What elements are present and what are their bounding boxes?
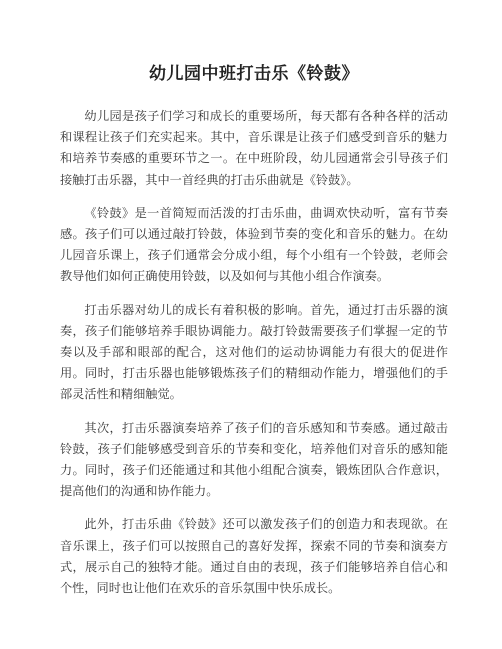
paragraph-coordination: 打击乐器对幼儿的成长有着积极的影响。首先，通过打击乐器的演奏，孩子们能够培养手眼协调能力。敲打铃鼓需要孩子们掌握一定的节奏以及手部和眼部的配合，这对他们的运动协调能力有很大的促进作用。同时，打击乐器也能够锻炼孩子们的精细动作能力，增强他们的手部灵活性和精细触觉。 xyxy=(60,302,448,402)
paragraph-about-song: 《铃鼓》是一首简短而活泼的打击乐曲，曲调欢快动听，富有节奏感。孩子们可以通过敲打铃鼓，体验到节奏的变化和音乐的魅力。在幼儿园音乐课上，孩子们通常会分成小组，每个小组有一个铃鼓，老师会教导他们如何正确使用铃鼓，以及如何与其他小组合作演奏。 xyxy=(60,205,448,284)
paragraph-creativity: 此外，打击乐曲《铃鼓》还可以激发孩子们的创造力和表现欲。在音乐课上，孩子们可以按照自己的喜好发挥，探索不同的节奏和演奏方式，展示自己的独特才能。通过自由的表现，孩子们能够培养自信心和个性，同时也让他们在欢乐的音乐氛围中快乐成长。 xyxy=(60,517,448,596)
paragraph-intro: 幼儿园是孩子们学习和成长的重要场所，每天都有各种各样的活动和课程让孩子们充实起来。其中，音乐课是让孩子们感受到音乐的魅力和培养节奏感的重要环节之一。在中班阶段，幼儿园通常会引导孩子们接触打击乐器，其中一首经典的打击乐曲就是《铃鼓》。 xyxy=(60,109,448,187)
paragraph-rhythm: 其次，打击乐器演奏培养了孩子们的音乐感知和节奏感。通过敲击铃鼓，孩子们能够感受到音乐的节奏和变化，培养他们对音乐的感知能力。同时，孩子们还能通过和其他小组配合演奏，锻炼团队合作意识，提高他们的沟通和协作能力。 xyxy=(60,420,448,499)
document-title: 幼儿园中班打击乐《铃鼓》 xyxy=(149,64,359,84)
